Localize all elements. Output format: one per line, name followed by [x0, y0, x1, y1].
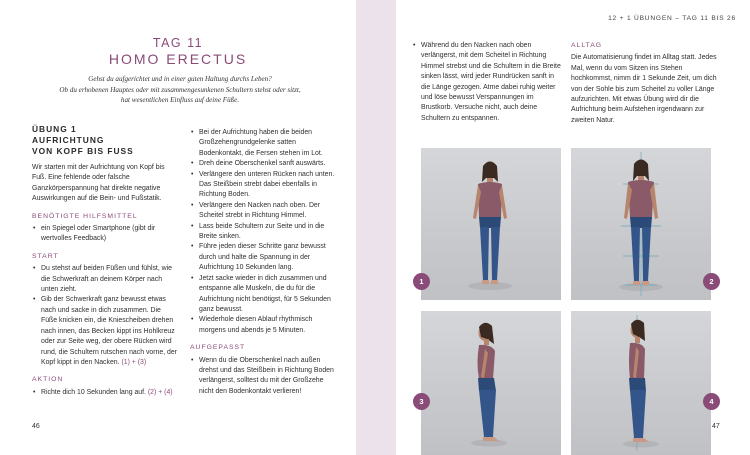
photo-side-slouched: [421, 311, 561, 455]
page-number-left: 46: [32, 423, 40, 430]
photo-number-badge: 1: [413, 273, 430, 290]
woman-standing-side-figure: [421, 311, 561, 455]
list-item: • Bei der Aufrichtung haben die beiden Großzehengrundgelenke satten Bodenkontakt, die Fersen stehen im Lot.: [190, 128, 336, 159]
exercise-heading-line: AUFRICHTUNG: [32, 135, 105, 145]
list-item: [32, 264, 178, 295]
intro-line: hat wesentlichen Einfluss auf deine Füße.: [120, 96, 240, 105]
list-item: • Verlängere den Nacken nach oben. Der Scheitel strebt in Richtung Himmel.: [190, 201, 336, 222]
start-heading: START: [32, 252, 59, 260]
intro-line: Ob du erhobenen Hauptes oder mit zusammengesunkenen Schultern stehst oder sitzt,: [59, 85, 301, 94]
book-gutter: [356, 0, 396, 455]
list-item: • Führe jeden dieser Schritte ganz bewusst durch und halte die Spannung in der Aufrichtung 10 Sekunden lang.: [190, 242, 336, 273]
exercise-intro: Wir starten mit der Aufrichtung von Kopf bis Fuß. Eine fehlende oder falsche Ganzkörperspannung hat direkte negative Auswirkungen auf die Bein- und Fußstatik.: [32, 164, 165, 203]
attention-list: [190, 356, 336, 398]
photo-front-upright: [571, 148, 711, 300]
intro-line: Gehst du aufgerichtet und in einer guten Haltung durchs Leben?: [88, 75, 272, 83]
list-item: • ein Spiegel oder Smartphone (gibt dir wertvolles Feedback): [32, 224, 178, 245]
list-item: • Wiederhole diesen Ablauf rhythmisch morgens und abends je 5 Minuten.: [190, 315, 336, 336]
everyday-text: Die Automatisierung findet im Alltag statt. Jedes Mal, wenn du vom Sitzen ins Stehen hochkommst, nimm dir 1 Sekunde Zeit, um dich von der Sohle bis zum Scheitel zu voller Länge aufzurichten. Mit etwas Übung wird dir die Aufrichtung beim Aufstehen irgendwann zur zweiten Natur.: [571, 54, 717, 124]
woman-standing-front-aligned-figure: [571, 148, 711, 300]
woman-standing-front-figure: [421, 148, 561, 300]
day-label: TAG 11: [152, 36, 204, 50]
list-item: • Verlängere den unteren Rücken nach unten. Das Steißbein strebt dabei ebenfalls in Richtung Boden.: [190, 170, 336, 201]
exercise-heading-line: ÜBUNG 1: [32, 124, 77, 134]
list-item: • Lass beide Schultern zur Seite und in die Breite sinken.: [190, 222, 336, 243]
photo-front-slouched: [421, 148, 561, 300]
photo-number-badge: 4: [703, 393, 720, 410]
exercise-heading: [32, 124, 178, 157]
list-item-text: Gib der Schwerkraft ganz bewusst etwas nach und sacke in dich zusammen. Die Füße knicken ein, die Kniescheiben drehen nach innen, das Becken kippt ins Hohlkreuz oder zur Seite weg, der obere Rücken wird rund, die Schultern rutschen nach vorne, der Kopf kippt in den Nacken.: [41, 296, 177, 366]
photo-side-upright: [571, 311, 711, 455]
everyday-heading: ALLTAG: [571, 42, 603, 49]
list-item: • Während du den Nacken nach oben verlängerst, mit dem Scheitel in Richtung Himmel strebst und die Schultern in die Breite sinken lässt, wird jeder Rundrücken sanft in die Länge gezogen. Atme dabei ruhig weiter und löse bewusst Verspannungen im Brustkorb. Versuche nicht, auch deine Schultern zu entspannen.: [412, 41, 562, 124]
tools-list: [32, 224, 178, 245]
page-number-right: 47: [712, 423, 720, 430]
right-column-1: [412, 41, 562, 124]
list-item: • Wenn du die Oberschenkel nach außen drehst und das Steißbein in Richtung Boden verlängerst, solltest du mit der Großzehe nicht den Bodenkontakt verlieren!: [190, 356, 336, 398]
photo-reference: (1) + (3): [121, 358, 147, 366]
steps-list: [190, 128, 336, 336]
photo-reference: (2) + (4): [147, 388, 173, 396]
left-column-2: [190, 128, 336, 397]
left-column-1: [32, 124, 178, 398]
start-list: [32, 264, 178, 368]
right-column-2: [571, 41, 721, 126]
photo-number-badge: 2: [703, 273, 720, 290]
running-head: 12 + 1 ÜBUNGEN – TAG 11 BIS 26: [608, 15, 736, 22]
tools-heading: BENÖTIGTE HILFSMITTEL: [32, 212, 138, 220]
list-item: [32, 388, 178, 398]
attention-heading: AUFGEPASST: [190, 344, 246, 352]
action-list: [32, 388, 178, 398]
continued-list: [412, 41, 562, 124]
list-item: • Jetzt sacke wieder in dich zusammen und entspanne alle Muskeln, die du für die Aufrichtung nicht benötigst, für 5 Sekunden ganz bewusst.: [190, 274, 336, 316]
woman-standing-side-aligned-figure: [571, 311, 711, 455]
photo-number-badge: 3: [413, 393, 430, 410]
exercise-heading-line: VON KOPF BIS FUSS: [32, 146, 134, 156]
list-item: [32, 295, 178, 368]
day-title: HOMO ERECTUS: [108, 51, 248, 67]
list-item-text: Du stehst auf beiden Füßen und fühlst, wie die Schwerkraft an deinem Körper nach unten zieht.: [41, 265, 172, 294]
list-item-text: Richte dich 10 Sekunden lang auf.: [41, 388, 146, 396]
action-heading: AKTION: [32, 376, 64, 384]
intro-text: [30, 74, 330, 106]
list-item: • Dreh deine Oberschenkel sanft auswärts.: [190, 159, 336, 169]
